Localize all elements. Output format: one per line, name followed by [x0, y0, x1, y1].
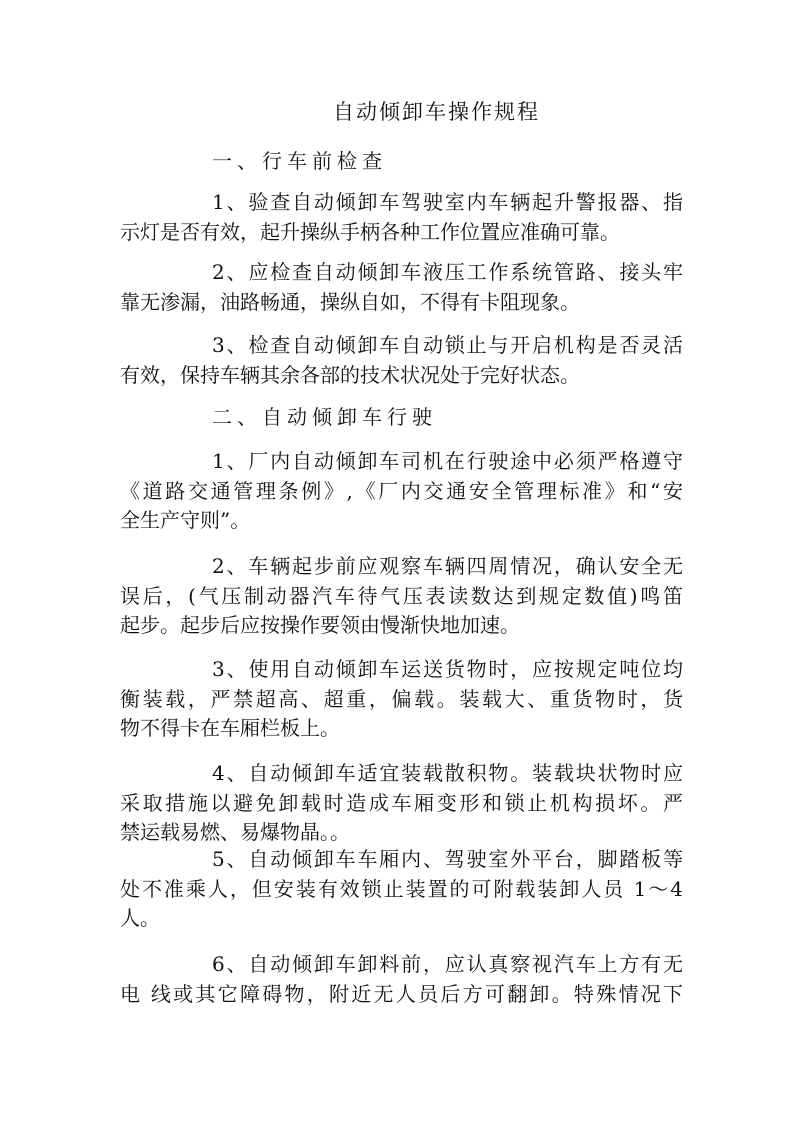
paragraph-line: 衡装载，严禁超高、超重，偏载。装载大、重货物时，货: [120, 686, 683, 711]
paragraph-line: 起步。起步后应按操作要领由慢渐快地加速。: [120, 613, 520, 637]
document-title: 自动倾卸车操作规程: [333, 100, 540, 124]
paragraph-line: 3、使用自动倾卸车运送货物时，应按规定吨位均: [212, 657, 683, 681]
paragraph-line: 电 线或其它障碍物，附近无人员后方可翻卸。特殊情况下: [120, 981, 683, 1006]
paragraph-line: 1、厂内自动倾卸车司机在行驶途中必须严格遵守: [212, 449, 683, 473]
paragraph-line: 采取措施以避免卸载时造成车厢变形和锁止机构损坏。严: [120, 790, 683, 815]
paragraph-line: 6、自动倾卸车卸料前，应认真察视汽车上方有无: [212, 952, 683, 976]
paragraph-line: 误后，(气压制动器汽车待气压表读数达到规定数值)鸣笛: [120, 583, 683, 608]
paragraph-line: 物不得卡在车厢栏板上。: [120, 716, 340, 740]
paragraph-line: 示灯是否有效，起升操纵手柄各种工作位置应准确可靠。: [120, 219, 620, 244]
paragraph-line: 人。: [120, 906, 160, 930]
paragraph-line: 2、应检查自动倾卸车液压工作系统管路、接头牢: [212, 260, 683, 284]
paragraph-line: 处不准乘人，但安装有效锁止装置的可附载装卸人员 1～4: [120, 876, 683, 901]
section-heading: 一、行车前检查: [212, 149, 387, 173]
paragraph-line: 5、自动倾卸车车厢内、驾驶室外平台，脚踏板等: [212, 847, 683, 871]
paragraph-line: 有效，保持车辆其余各部的技术状况处于完好状态。: [120, 362, 580, 387]
paragraph-line: 2、车辆起步前应观察车辆四周情况，确认安全无: [212, 554, 683, 578]
paragraph-line: 1、验查自动倾卸车驾驶室内车辆起升警报器、指: [212, 190, 683, 214]
paragraph-line: 3、检查自动倾卸车自动锁止与开启机构是否灵活: [212, 333, 683, 357]
paragraph-line: 4、自动倾卸车适宜装载散积物。装载块状物时应: [212, 761, 683, 785]
paragraph-line: 禁运载易燃、易爆物晶。。: [120, 820, 350, 844]
paragraph-line: 《道路交通管理条例》,《厂内交通安全管理标准》和“安: [120, 478, 683, 503]
paragraph-line: 全生产守则”。: [120, 508, 251, 532]
paragraph-line: 靠无渗漏，油路畅通，操纵自如，不得有卡阻现象。: [120, 289, 580, 314]
section-heading: 二、自动倾卸车行驶: [212, 405, 437, 429]
